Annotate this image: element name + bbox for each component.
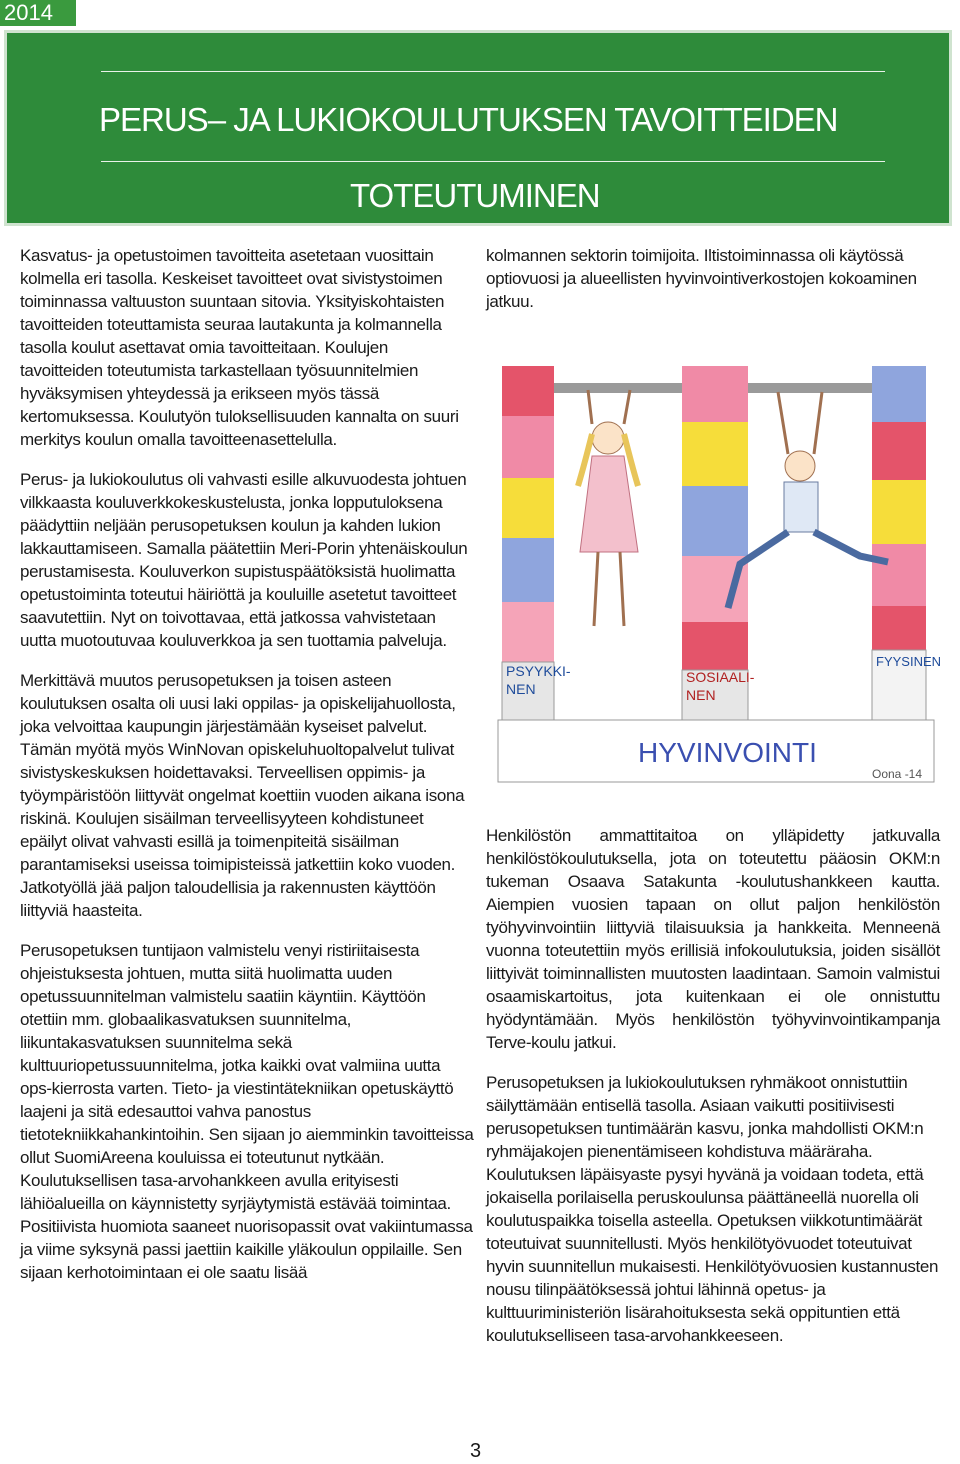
right-column-bottom xyxy=(486,824,940,1364)
pillar-left-label-2: NEN xyxy=(506,681,536,697)
page-title-line1: PERUS– JA LUKIOKOULUTUKSEN TAVOITTEIDEN xyxy=(99,101,838,138)
right-column-top xyxy=(486,244,938,330)
page-title-line2: TOTEUTUMINEN xyxy=(350,177,600,214)
page-number: 3 xyxy=(470,1440,482,1462)
left-column xyxy=(20,244,474,1301)
pillar-right-label: FYYSINEN xyxy=(876,654,942,669)
paragraph: Perusopetuksen tuntijaon valmistelu venyi ristiriitaisesta ohjeistuksesta johtuen, mutta siitä huolimatta uuden opetussuunnitelman valmistelu saatiin käyntiin. Käyttöön otettiin mm. globaalikasvatuksen suunnitelma, liikuntakasvatuksen suunnitelma sekä kulttuuriopetussuunnitelma, jotka kaikki ovat valmiina uutta ops-kierrosta varten. Tieto- ja viestintätekniikan opetuskäyttö laajeni ja sitä edesauttoi vahva panostus tietotekniikkahankintoihin. Sen sijaan jo aiemminkin tavoitteissa ollut SuomiAreena kouluissa ei toteutunut nytkään. Koulutuksellisen tasa-arvohankkeen avulla erityisesti lähiöalueilla on käynnistetty syrjäytymistä estävää toimintaa. Positiivista huomiota saaneet nuorisopassit ovat vakiintumassa ja viime syksynä passi jaettiin kaikille yläkoulun oppilaille. Sen sijaan kerhotoimintaan ei ole saatu lisää xyxy=(20,941,474,1282)
page-header xyxy=(4,30,952,226)
paragraph: Merkittävä muutos perusopetuksen ja toisen asteen koulutuksen osalta oli uusi laki oppilas- ja opiskelijahuollosta, joka velvoittaa kaupungin järjestämään kyseiset palvelut. Tämän myötä myös WinNovan opiskeluhuoltopalvelut tulivat sivistyskeskuksen hoidettavaksi. Terveellisen oppimis- ja työympäristöön liittyvät ongelmat koettiin vuoden aikana isona riskinä. Koulujen sisäilman terveellisyyteen kohdistuneet epäilyt olivat vahvasti esillä ja toimenpiteitä sisäilman parantamiseksi useissa toimipisteissä jatkettiin koko vuoden. Jatkotyöllä jää paljon taloudellisia ja rakennusten käyttöön liittyviä haasteita. xyxy=(20,671,465,920)
pillar-mid-label-2: NEN xyxy=(686,687,716,703)
paragraph: kolmannen sektorin toimijoita. Iltistoiminnassa oli käytössä optiovuosi ja alueellisten hyvinvointiverkostojen kokoaminen jatkuu. xyxy=(486,246,917,311)
paragraph: Perusopetuksen ja lukiokoulutuksen ryhmäkoot onnistuttiin säilyttämään entisellä tasolla. Asiaan vaikutti positiivisesti perusopetuksen tuntimäärän kasvu, jonka mahdollisti OKM:n ryhmäjakojen pienentämiseen kohdistuva määräraha. Koulutuksen läpäisyaste pysyi hyvänä ja voidaan todeta, että jokaisella porilaisella peruskoulunsa päättäneellä nuorella oli koulutuspaikka toisella asteella. Opetuksen viikkotuntimäärät toteutuivat suunnitellusti. Myös henkilötyövuodet toteutuivat hyvin suunnitellun mukaisesti. Henkilötyövuosien kustannusten nousu tilinpäätöksessä johtui lähinnä opetus- ja kulttuuriministeriön lisärahoituksesta sekä oppituntien että koulutukselliseen tasa-arvohankkeeseen. xyxy=(486,1073,939,1345)
header-rule-top xyxy=(101,71,885,72)
header-rule-bottom xyxy=(101,161,885,162)
pillars-illustration xyxy=(488,326,948,788)
wellbeing-drawing xyxy=(488,326,948,788)
pillar-left-label: PSYYKKI- xyxy=(506,663,571,679)
paragraph: Henkilöstön ammattitaitoa on ylläpidetty jatkuvalla henkilöstökoulutuksella, jota on toteutettu pääosin OKM:n tukeman Osaava Satakunta -koulutushankkeen kautta. Aiempien vuosien tapaan on ollut paljon henkilöstön työhyvinvointiin liittyviä tilaisuuksia ja hankkeita. Menneenä vuonna toteutettiin myös erillisiä infokoulutuksia, joiden sisällöt liittyivät toiminnallisten muutosten laadintaan. Samoin valmistui osaamiskartoitus, jota kuitenkaan ei ole onnistuttu hyödyntämään. Myös henkilöstön työhyvinvointikampanja Terve-koulu jatkui. xyxy=(486,826,940,1052)
year-tab: 2014 xyxy=(0,0,76,26)
pillar-mid-label: SOSIAALI- xyxy=(686,669,755,685)
pillar-middle xyxy=(682,366,748,720)
signature: Oona -14 xyxy=(872,767,923,781)
paragraph: Kasvatus- ja opetustoimen tavoitteita asetetaan vuosittain kolmella eri tasolla. Keskeiset tavoitteet ovat sivistystoimen toiminnassa valtuuston suuntaan sitovia. Yksityiskohtaisten tavoitteiden toteuttamista seuraa lautakunta ja kolmannella tasolla koulut asettavat omia tavoitteitaan. Koulujen tavoitteiden toteutumista tarkastellaan työsuunnitelmien hyväksymisen yhteydessä ja erikseen myös tässä kertomuksessa. Koulutyön tuloksellisuuden kannalta on suuri merkitys koulun omalla tavoitteenasettelulla. xyxy=(20,246,459,449)
base-label: HYVINVOINTI xyxy=(638,737,817,768)
paragraph: Perus- ja lukiokoulutus oli vahvasti esille alkuvuodesta johtuen vilkkaasta kouluverkkokeskustelusta, jonka lopputuloksena päädyttiin neljään perusopetuksen koulun ja kahden lukion lakkauttamiseen. Samalla päätettiin Meri-Porin yhtenäiskoulun perustamisesta. Kouluverkon supistuspäätöksistä huolimatta opetustoiminta toteutui häiriöttä ja kouluille asetetut tavoitteet saavutettiin. Nyt on toivottavaa, että jatkossa vahvistetaan uutta muotoutuvaa kouluverkkoa ja sen tuottamia palveluja. xyxy=(20,470,468,650)
